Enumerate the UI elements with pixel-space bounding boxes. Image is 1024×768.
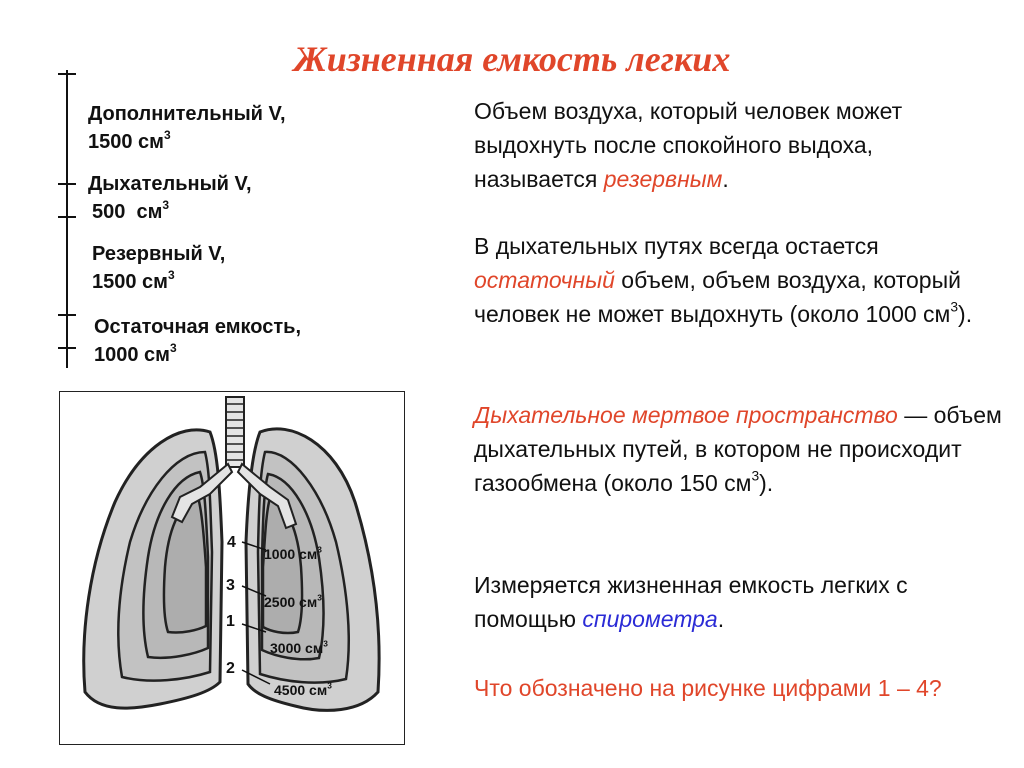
figure-label-3: 2500 $см^3$ — [264, 592, 322, 610]
paragraph-spirometer: Измеряется жизненная емкость легких с помощью спирометра. — [474, 572, 908, 632]
figure-label-2: 4500 $см^3$ — [274, 680, 332, 698]
scale-item-value: 1000 $см^3$ — [94, 341, 177, 366]
paragraph-dead-space: Дыхательное мертвое пространство — объем дыхательных путей, в котором не происходит газообмена (около 150 $см^3$). — [474, 402, 1002, 496]
volume-scale-axis — [66, 70, 68, 368]
scale-tick — [58, 314, 76, 316]
scale-item-name: Дыхательный V, — [88, 173, 252, 195]
figure-label-4: 1000 $см^3$ — [264, 544, 322, 562]
scale-item-value: 1500 $см^3$ — [92, 268, 175, 293]
figure-label-1: 3000 $см^3$ — [270, 638, 328, 656]
figure-number-4: 4 — [227, 534, 236, 551]
scale-item-value: 1500 $см^3$ — [88, 128, 171, 153]
scale-tick — [58, 347, 76, 349]
scale-item-value: 500 $см^3$ — [92, 198, 170, 223]
scale-item-tidal — [88, 170, 252, 226]
figure-number-2: 2 — [226, 660, 235, 677]
scale-tick — [58, 216, 76, 218]
figure-number-3: 3 — [226, 577, 235, 594]
figure-number-1: 1 — [226, 613, 235, 630]
scale-item-name: Резервный V, — [92, 243, 226, 265]
scale-item-name: Дополнительный V, — [88, 103, 286, 125]
lungs-figure — [59, 391, 405, 745]
scale-item-residual — [94, 313, 301, 369]
scale-tick — [58, 73, 76, 75]
question-text: Что обозначено на рисунке цифрами 1 – 4? — [474, 675, 942, 701]
scale-tick — [58, 183, 76, 185]
page-title: Жизненная емкость легких — [293, 39, 731, 79]
paragraph-residual-volume: В дыхательных путях всегда остается остаточный объем, объем воздуха, который человек не может выдохнуть (около 1000 $см^3$). — [474, 233, 973, 327]
paragraph-reserve-volume: Объем воздуха, который человек может выдохнуть после спокойного выдоха, называется резервным. — [474, 98, 903, 192]
lungs-illustration-icon — [60, 392, 404, 744]
scale-item-reserve — [92, 240, 225, 296]
scale-item-additional — [88, 100, 286, 156]
scale-item-name: Остаточная емкость, — [94, 316, 302, 338]
